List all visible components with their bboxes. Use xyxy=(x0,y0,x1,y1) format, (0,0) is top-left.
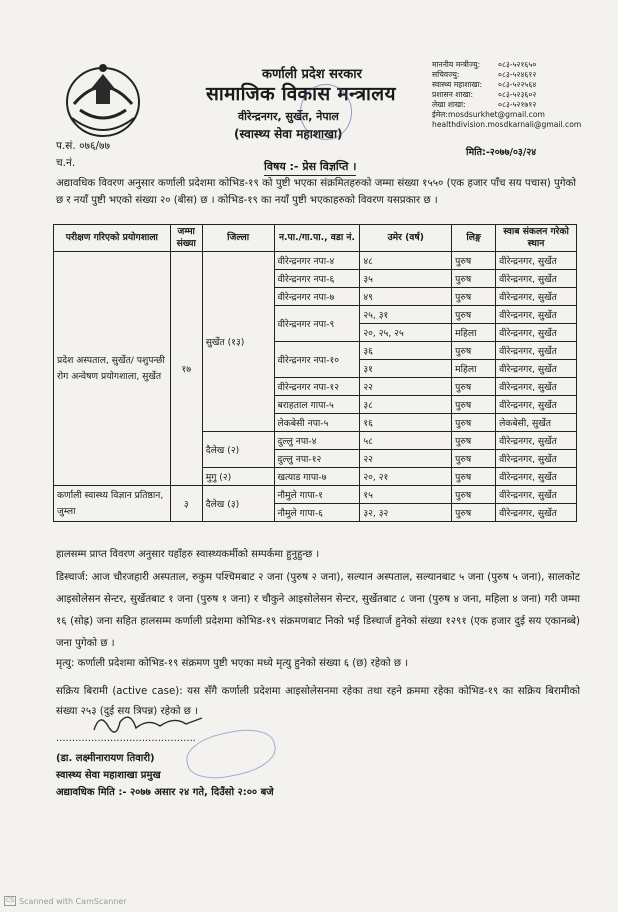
contact-row: प्रशासन शाखा: ०८३-५२३६०२ xyxy=(432,90,537,99)
email-1[interactable]: mosdsurkhet@gmail.com xyxy=(447,110,545,119)
government-name: कर्णाली प्रदेश सरकार xyxy=(262,67,362,82)
table-row: वीरेन्द्रनगर नपा-७ ४९ पुरुष वीरेन्द्रनगर, सुर्खेत xyxy=(54,288,577,306)
death-paragraph: मृत्यु: कर्णाली प्रदेशमा कोभिड-१९ संक्रमण पुष्टी भएका मध्ये मृत्यु हुनेको संख्या ६ (छ) रहेको छ । xyxy=(56,658,409,669)
header-district: जिल्ला xyxy=(202,225,274,252)
contact-row: माननीय मन्त्रीज्यु: ०८३-५२१६५० xyxy=(432,60,537,69)
table-row: वीरेन्द्रनगर नपा-९ २५, ३१ पुरुष वीरेन्द्रनगर, सुर्खेत xyxy=(54,306,577,324)
scanner-watermark: CS Scanned with CamScanner xyxy=(6,896,127,906)
table-row: प्रदेश अस्पताल, सुर्खेत/ पशुपन्छी रोग अन्वेषण प्रयोगशाला, सुर्खेत १७ सुर्खेत (१३) वीरेन्द्रनगर नपा-४ ४८ पुरुष वीरेन्द्रनगर, सुर्खेत xyxy=(54,252,577,270)
ref-number: प.सं. ०७६/७७ xyxy=(56,140,110,152)
dispatch-number: च.नं. xyxy=(56,157,76,169)
office-stamp-icon xyxy=(300,84,352,140)
new-cases-table xyxy=(53,224,577,522)
lab-2: कर्णाली स्वास्थ्य विज्ञान प्रतिष्ठान, जुम्ला xyxy=(54,486,171,522)
header-municipality: न.पा./गा.पा., वडा नं. xyxy=(274,225,360,252)
table-row: लेकबेसी नपा-५ १६ पुरुष लेकबेसी, सुर्खेत xyxy=(54,414,577,432)
table-row: वीरेन्द्रनगर नपा-६ ३५ पुरुष वीरेन्द्रनगर, सुर्खेत xyxy=(54,270,577,288)
table-row: ३१ महिला वीरेन्द्रनगर, सुर्खेत xyxy=(54,360,577,378)
table-row: मुगु (२) खत्याड गापा-७ २०, २१ पुरुष वीरेन्द्रनगर, सुर्खेत xyxy=(54,468,577,486)
table-row: वीरेन्द्रनगर नपा-१२ २२ पुरुष वीरेन्द्रनगर, सुर्खेत xyxy=(54,378,577,396)
lab-2-count: ३ xyxy=(170,486,202,522)
lab-1: प्रदेश अस्पताल, सुर्खेत/ पशुपन्छी रोग अन्वेषण प्रयोगशाला, सुर्खेत xyxy=(54,252,171,486)
header-swab-place: स्वाब संकलन गरेको स्थान xyxy=(496,225,577,252)
district-dailekh-2: दैलेख (३) xyxy=(202,486,274,522)
contacts-note: हालसम्म प्राप्त विवरण अनुसार यहाँहरु स्वास्थ्यकर्मीको सम्पर्कमा हुनुहुन्छ । xyxy=(56,549,320,560)
table-row: बराहताल गापा-५ ३८ पुरुष वीरेन्द्रनगर, सुर्खेत xyxy=(54,396,577,414)
reference-numbers xyxy=(56,138,110,172)
contact-row: सचिवज्यु: ०८३-५२४६१२ xyxy=(432,70,537,79)
office-address: वीरेन्द्रनगर, सुर्खेत, नेपाल xyxy=(238,110,339,123)
email-2[interactable]: healthdivision.mosdkarnali@gmail.com xyxy=(432,120,582,129)
signer-title: स्वास्थ्य सेवा महाशाखा प्रमुख xyxy=(56,770,161,781)
ministry-name: सामाजिक विकास मन्त्रालय xyxy=(206,83,396,105)
discharge-paragraph: डिस्चार्ज: आज चौरजहारी अस्पताल, रुकुम पश्चिमबाट २ जना (पुरुष २ जना), सल्यान अस्पताल, सल्यानबाट ५ जना (पुरुष ५ जना), सालकोट आइसोलेसन सेन्टर, सुर्खेतबाट १ जना (पुरुष १ जना) र चौकुने आइसोलेसन सेन्टर, सुर्खेतबाट ८ जना (पुरुष ४ जना, महिला ४ जना) गरी जम्मा १६ (सोह्र) जना सहित हालसम्म कर्णाली प्रदेशमा कोभिड-१९ संक्रमणबाट निको भई डिस्चार्ज हुनेको संख्या १२९१ (एक हजार दुई सय एकानब्बे) जना पुगेको छ । xyxy=(56,572,580,649)
email-row: ईमेल: mosdsurkhet@gmail.com xyxy=(432,110,545,119)
header-lab: परीक्षण गरिएको प्रयोगशाला xyxy=(54,225,171,252)
header-sex: लिङ्ग xyxy=(452,225,496,252)
signer-name: (डा. लक्ष्मीनारायण तिवारी) xyxy=(56,753,155,764)
update-date: अद्यावधिक मिति :- २०७७ असार २४ गते, दिउँसो २:०० बजे xyxy=(56,787,274,798)
contact-row: स्वास्थ्य महाशाखा: ०८३-५२२५६४ xyxy=(432,80,537,89)
active-case-paragraph: सक्रिय बिरामी (active case): यस सँगै कर्णाली प्रदेशमा आइसोलेसनमा रहेका तथा रहने क्रममा रहेका कोभिड-१९ का सक्रिय बिरामीको संख्या २५३ (दुई सय त्रिपन्न) रहेको छ । xyxy=(56,686,580,717)
table-row: २०, २५, २५ महिला वीरेन्द्रनगर, सुर्खेत xyxy=(54,324,577,342)
lab-1-count: १७ xyxy=(170,252,202,486)
table-row: दैलेख (२) दुल्लु नपा-४ ५८ पुरुष वीरेन्द्रनगर, सुर्खेत xyxy=(54,432,577,450)
subject-line: विषय :- प्रेस विज्ञप्ति । xyxy=(264,159,356,176)
table-header-row xyxy=(54,225,577,252)
district-dailekh: दैलेख (२) xyxy=(202,432,274,468)
table-row: वीरेन्द्रनगर नपा-१० ३६ पुरुष वीरेन्द्रनगर, सुर्खेत xyxy=(54,342,577,360)
header-count: जम्मा संख्या xyxy=(170,225,202,252)
signature-line: ............................................ xyxy=(56,733,196,744)
division-name: (स्वास्थ्य सेवा महाशाखा) xyxy=(234,127,343,141)
district-surkhet: सुर्खेत (१३) xyxy=(202,252,274,432)
intro-paragraph: अद्यावधिक विवरण अनुसार कर्णाली प्रदेशमा कोभिड-१९ को पुष्टी भएका संक्रमितहरुको जम्मा संख्या १५५० (एक हजार पाँच सय पचास) पुगेको छ र नयाँ पुष्टी भएको संख्या २० (बीस) छ । कोभिड-१९ का नयाँ पुष्टी भएकाहरुको विवरण यसप्रकार छ । xyxy=(56,178,576,206)
header-age: उमेर (वर्ष) xyxy=(360,225,452,252)
table-row: कर्णाली स्वास्थ्य विज्ञान प्रतिष्ठान, जुम्ला ३ दैलेख (३) नौमुले गापा-१ १५ पुरुष वीरेन्द्रनगर, सुर्खेत xyxy=(54,486,577,504)
contact-list xyxy=(432,60,581,130)
table-row: नौमुले गापा-६ ३२, ३२ पुरुष वीरेन्द्रनगर, सुर्खेत xyxy=(54,504,577,522)
table-row: दुल्लु नपा-१२ २२ पुरुष वीरेन्द्रनगर, सुर्खेत xyxy=(54,450,577,468)
nepal-emblem-icon xyxy=(60,60,146,140)
district-mugu: मुगु (२) xyxy=(202,468,274,486)
camscanner-icon: CS xyxy=(6,897,14,904)
contact-row: लेखा शाखा: ०८३-५२१७१२ xyxy=(432,100,537,109)
email-row xyxy=(432,120,581,130)
letter-date: मिति:-२०७७/०३/२४ xyxy=(466,147,537,158)
